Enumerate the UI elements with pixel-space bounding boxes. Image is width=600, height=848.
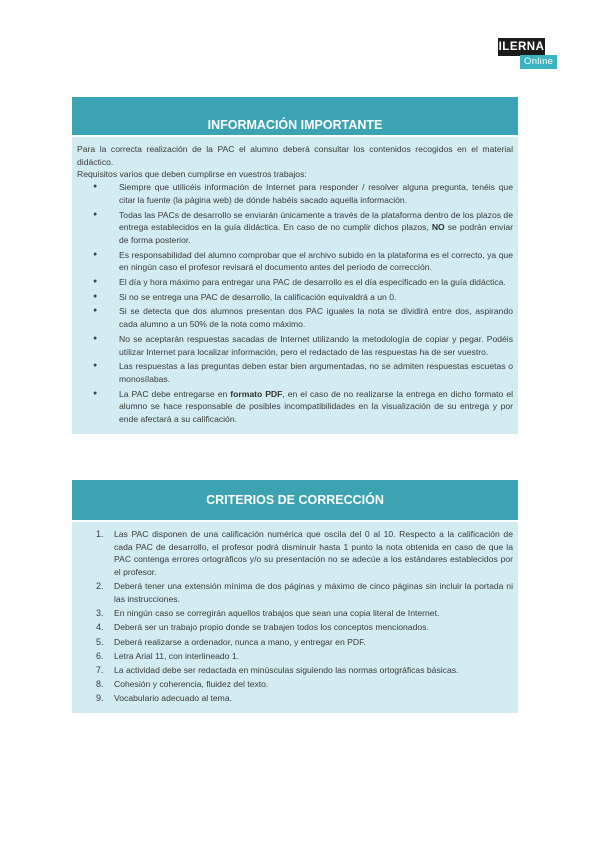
list-item: 1. Las PAC disponen de una calificación numérica que oscila del 0 al 10. Respecto a la calificación de cada PAC de desarrollo, el profesor podrá disminuir hasta 1 punto la nota obtenida en caso de que la PAC contenga errores ortográficos y/o su presentación no se adecúe a los estándares establecidos por el profesor. (96, 529, 513, 578)
logo-top-text: ILERNA (498, 38, 545, 56)
list-item: ● Si no se entrega una PAC de desarrollo, la calificación equivaldrá a un 0. (119, 291, 513, 304)
criteria-list (77, 528, 513, 705)
list-item: 2. Deberá tener una extensión mínima de dos páginas y máximo de cinco páginas sin incluir la portada ni las instrucciones. (96, 581, 513, 605)
list-item: ● La PAC debe entregarse en formato PDF, en el caso de no realizarse la entrega en dicho formato el alumno se hace responsable de posibles incompatibilidades en la visualización de su entrega y por ende afectará a su calificación. (119, 388, 513, 426)
list-item: ● No se aceptarán respuestas sacadas de Internet utilizando la metodología de copiar y pegar. Podéis utilizar Internet para localizar información, pero el redactado de las respuestas ha de ser vuestro. (119, 333, 513, 358)
info-section (72, 97, 518, 434)
list-item: 5. Deberá realizarse a ordenador, nunca a mano, y entregar en PDF. (96, 636, 366, 647)
list-item: ● Si se detecta que dos alumnos presentan dos PAC iguales la nota se dividirá entre dos, aspirando cada alumno a un 50% de la nota como máximo. (119, 305, 513, 330)
list-item: ● Las respuestas a las preguntas deben estar bien argumentadas, no se admiten respuestas escuetas o monosílabas. (119, 360, 513, 385)
list-item: ● Es responsabilidad del alumno comprobar que el archivo subido en la plataforma es el correcto, ya que en ningún caso el profesor revisará el documento antes del periodo de corrección. (119, 249, 513, 274)
criteria-title: CRITERIOS DE CORRECCIÓN (72, 480, 518, 520)
ilerna-logo (498, 38, 564, 72)
list-item: ● Siempre que utilicéis información de Internet para responder / resolver alguna pregunta, tenéis que citar la fuente (la página web) de dónde habéis sacado aquella información. (119, 181, 513, 206)
info-intro: Para la correcta realización de la PAC el alumno deberá consultar los contenidos recogidos en el material didáctico. (77, 144, 513, 167)
list-item: 6. Letra Arial 11, con interlineado 1. (96, 650, 240, 661)
logo-bottom-text: Online (520, 55, 557, 69)
list-item: 9. Vocabulario adecuado al tema. (96, 693, 233, 704)
info-title: INFORMACIÓN IMPORTANTE (72, 97, 518, 135)
list-item: ● El día y hora máximo para entregar una PAC de desarrollo es el día especificado en la guía didáctica. (119, 276, 513, 289)
list-item: 8. Cohesión y coherencia, fluidez del texto. (96, 679, 269, 690)
list-item: 7. La actividad debe ser redactada en minúsculas siguiendo las normas ortográficas básicas. (96, 665, 459, 676)
list-item: 3. En ningún caso se corregirán aquellos trabajos que sean una copia literal de Internet. (96, 608, 440, 619)
info-body (72, 137, 518, 434)
info-requirements-label: Requisitos varios que deben cumplirse en vuestros trabajos: (77, 169, 307, 180)
info-bullet-list (77, 181, 513, 426)
list-item: ● Todas las PACs de desarrollo se enviarán únicamente a través de la plataforma dentro de los plazos de entrega establecidos en la guía didáctica. En caso de no cumplir dichos plazos, NO se podrán enviar de forma posterior. (119, 209, 513, 247)
criteria-section (72, 480, 518, 713)
criteria-body (72, 522, 518, 713)
list-item: 4. Deberá ser un trabajo propio donde se trabajen todos los conceptos mencionados. (96, 622, 429, 633)
